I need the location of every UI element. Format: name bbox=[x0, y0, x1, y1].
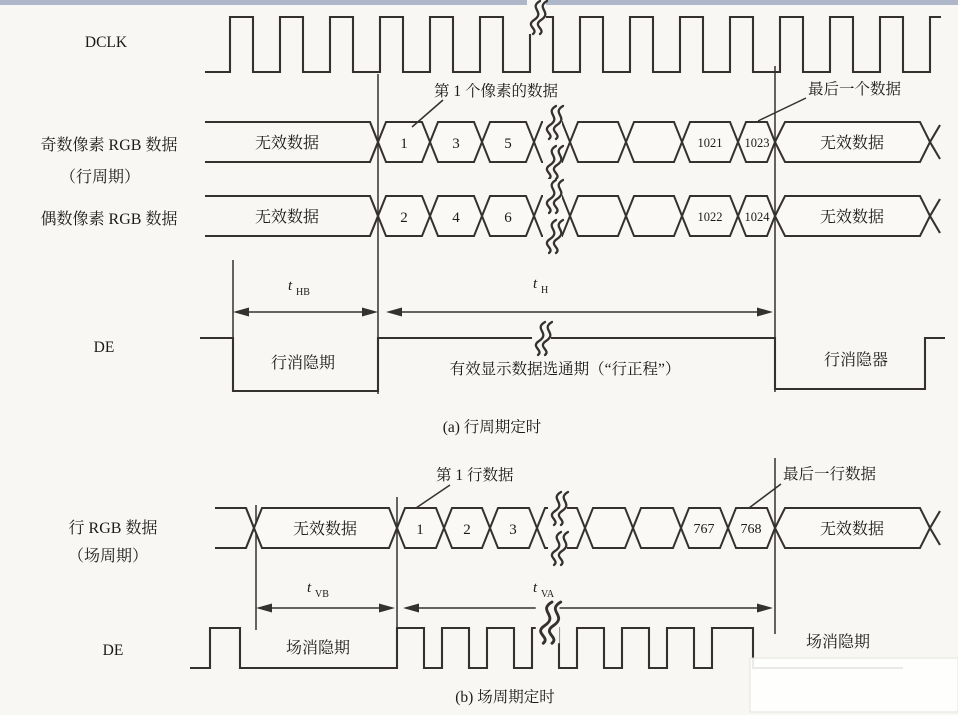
de-line-label: DE bbox=[93, 339, 115, 356]
break-mark-field-top bbox=[548, 491, 568, 525]
thb-label: t bbox=[288, 278, 293, 294]
odd-invalid-left: 无效数据 bbox=[254, 135, 320, 152]
h-blanking2-label: 行消隐器 bbox=[823, 352, 889, 369]
odd-cell-1021: 1021 bbox=[697, 136, 723, 150]
h-blanking-label: 行消隐期 bbox=[270, 355, 336, 372]
white-patch bbox=[750, 658, 958, 712]
tvb-arrow bbox=[256, 604, 395, 613]
last-line-pointer bbox=[749, 484, 781, 508]
even-cell-1024: 1024 bbox=[744, 210, 770, 224]
odd-row-label: 奇数像素 RGB 数据 bbox=[40, 137, 178, 154]
break-mark-odd-bottom bbox=[543, 145, 563, 179]
even-invalid-right: 无效数据 bbox=[819, 209, 885, 226]
tva-label: t bbox=[533, 580, 538, 596]
last-data-note: 最后一个数据 bbox=[808, 81, 902, 98]
even-cell-4: 4 bbox=[452, 210, 460, 226]
th-arrow bbox=[386, 308, 773, 317]
first-pixel-note: 第 1 个像素的数据 bbox=[434, 83, 559, 100]
field-cell-767: 767 bbox=[693, 522, 715, 537]
break-mark-odd-top bbox=[543, 105, 563, 139]
even-cell-6: 6 bbox=[504, 210, 512, 226]
odd-cell-1: 1 bbox=[400, 136, 408, 152]
first-line-pointer bbox=[416, 485, 450, 508]
odd-cell-1023: 1023 bbox=[744, 136, 770, 150]
dclk-waveform bbox=[205, 17, 941, 72]
break-mark-de-field bbox=[536, 601, 561, 644]
tvb-subscript: VB bbox=[315, 589, 329, 600]
section-a bbox=[41, 0, 945, 436]
th-label: t bbox=[533, 276, 538, 292]
thb-arrow bbox=[233, 308, 378, 317]
first-line-note: 第 1 行数据 bbox=[436, 467, 514, 484]
odd-cell-5: 5 bbox=[504, 136, 512, 152]
field-cell-3: 3 bbox=[509, 522, 517, 538]
field-row-sublabel: （场周期） bbox=[67, 548, 149, 565]
break-mark-even-bottom bbox=[543, 219, 563, 253]
odd-row-sublabel: （行周期） bbox=[59, 169, 141, 186]
v-blanking-right-label: 场消隐期 bbox=[805, 634, 871, 651]
field-cell-2: 2 bbox=[463, 522, 471, 538]
odd-invalid-right: 无效数据 bbox=[819, 135, 885, 152]
thb-subscript: HB bbox=[296, 287, 310, 298]
tva-arrow bbox=[403, 604, 773, 613]
even-cell-2: 2 bbox=[400, 210, 408, 226]
tvb-label: t bbox=[307, 580, 312, 596]
break-mark-even-top bbox=[543, 179, 563, 213]
caption-b: (b) 场周期定时 bbox=[455, 689, 555, 706]
last-data-pointer bbox=[758, 98, 806, 121]
field-cell-1: 1 bbox=[416, 522, 424, 538]
break-mark-de-line bbox=[532, 321, 552, 355]
field-row-label: 行 RGB 数据 bbox=[68, 520, 158, 537]
section-b bbox=[68, 458, 958, 712]
break-mark-dclk bbox=[527, 0, 547, 34]
field-cell-768: 768 bbox=[740, 522, 762, 537]
even-cell-1022: 1022 bbox=[697, 210, 723, 224]
v-blanking-left-label: 场消隐期 bbox=[285, 640, 351, 657]
odd-cell-3: 3 bbox=[452, 136, 460, 152]
dclk-label: DCLK bbox=[84, 34, 128, 51]
active-period-label: 有效显示数据选通期（“行正程”） bbox=[449, 361, 681, 378]
tva-subscript: VA bbox=[541, 589, 555, 600]
caption-a: (a) 行周期定时 bbox=[442, 419, 542, 436]
last-line-note: 最后一行数据 bbox=[783, 466, 877, 483]
even-row-label: 偶数像素 RGB 数据 bbox=[40, 211, 178, 228]
even-invalid-left: 无效数据 bbox=[254, 209, 320, 226]
de-field-label: DE bbox=[102, 642, 124, 659]
th-subscript: H bbox=[541, 285, 549, 296]
field-invalid-left: 无效数据 bbox=[292, 521, 358, 538]
field-invalid-right: 无效数据 bbox=[819, 521, 885, 538]
break-mark-field-bottom bbox=[548, 531, 568, 565]
